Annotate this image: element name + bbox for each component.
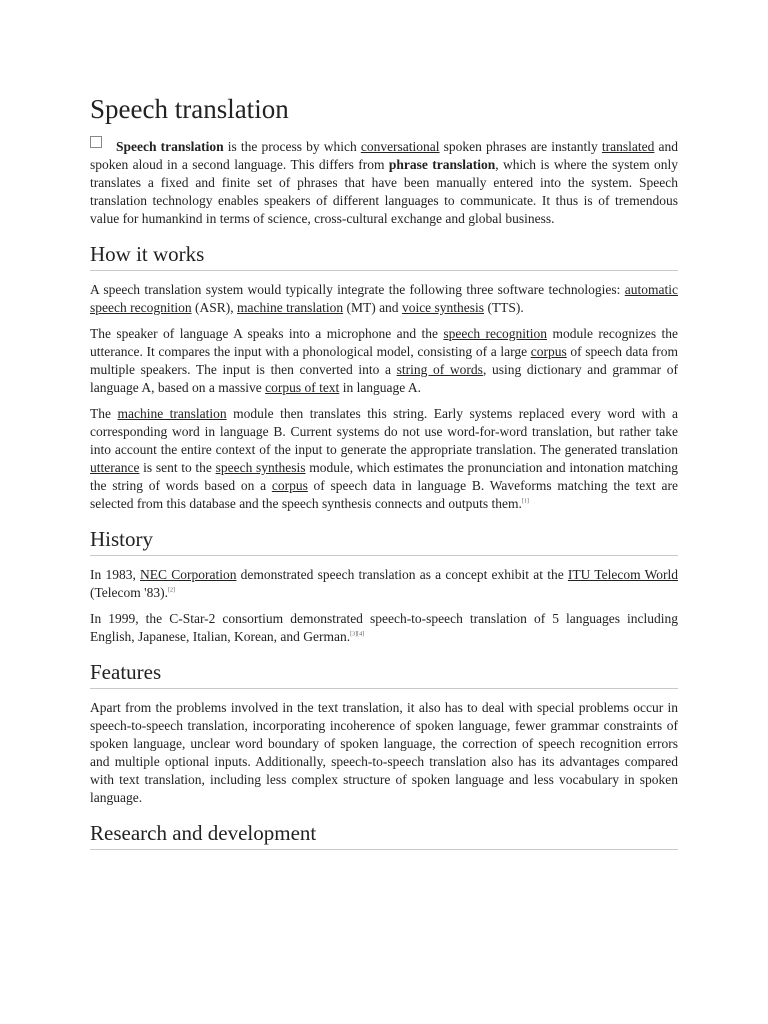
reference-link[interactable]: [1] xyxy=(521,498,529,505)
link-string-of-words[interactable]: string of words xyxy=(396,362,483,377)
history-paragraph-2: In 1999, the C-Star-2 consortium demonstrated speech-to-speech translation of 5 languages including English, Japanese, Italian, Korean, and German.[3][4] xyxy=(90,611,678,644)
image-placeholder-icon xyxy=(90,136,102,148)
heading-history: History xyxy=(90,525,678,556)
features-paragraph: Apart from the problems involved in the text translation, it also has to deal with special problems occur in speech-to-speech translation, incorporating incoherence of spoken language, fewer grammar constraints of spoken language, unclear word boundary of spoken language, the correction of speech recognition errors and multiple optional inputs. Additionally, speech-to-speech translation also has its advantages compared with text translation, including less complex structure of spoken language and less vocabulary in spoken language. xyxy=(90,700,678,805)
link-machine-translation[interactable]: machine translation xyxy=(236,300,344,315)
link-nec-corporation[interactable]: NEC Corporation xyxy=(140,567,237,582)
how-paragraph-1: A speech translation system would typically integrate the following three software technologies: automatic speech recognition (ASR), machine translation (MT) and voice synthesis (TTS). xyxy=(90,282,678,315)
article xyxy=(90,92,678,860)
reference-link[interactable]: [3][4] xyxy=(350,631,365,638)
link-voice-synthesis[interactable]: voice synthesis xyxy=(401,300,485,315)
how-paragraph-2: The speaker of language A speaks into a microphone and the speech recognition module recognizes the utterance. It compares the input with a phonological model, consisting of a large corpus of speech data from multiple speakers. The input is then converted into a string of words, using dictionary and grammar of language A, based on a massive corpus of text in language A. xyxy=(90,326,678,395)
link-translated[interactable]: translated xyxy=(601,139,655,154)
heading-research-and-development: Research and development xyxy=(90,819,678,850)
link-conversational[interactable]: conversational xyxy=(360,139,440,154)
how-paragraph-3: The machine translation module then translates this string. Early systems replaced every word with a corresponding word in language B. Current systems do not use word-for-word translation, but rather take into account the entire context of the input to generate the appropriate translation. The generated translation utterance is sent to the speech synthesis module, which estimates the pronunciation and intonation matching the string of words based on a corpus of speech data in language B. Waveforms matching the text are selected from this database and the speech synthesis connects and outputs them.[1] xyxy=(90,406,679,511)
intro-paragraph: Speech translation is the process by which conversational spoken phrases are instantly translated and spoken aloud in a second language. This differs from phrase translation, which is where the system only translates a fixed and finite set of phrases that have been manually entered into the system. Speech translation technology enables speakers of different languages to communicate. It thus is of tremendous value for humankind in terms of science, cross-cultural exchange and global business. xyxy=(90,138,678,228)
heading-features: Features xyxy=(90,658,678,689)
page-title: Speech translation xyxy=(90,94,289,124)
link-itu-telecom-world[interactable]: ITU Telecom World xyxy=(567,567,679,582)
history-paragraph-1: In 1983, NEC Corporation demonstrated speech translation as a concept exhibit at the ITU Telecom World (Telecom '83).[2] xyxy=(90,567,679,600)
link-utterance[interactable]: utterance xyxy=(90,460,140,475)
link-speech-recognition[interactable]: speech recognition xyxy=(443,326,548,341)
link-corpus-of-text[interactable]: corpus of text xyxy=(265,380,340,395)
link-automatic-speech-recognition[interactable]: automatic speech recognition xyxy=(90,282,678,315)
link-corpus-2[interactable]: corpus xyxy=(271,478,308,493)
heading-how-it-works: How it works xyxy=(90,240,678,271)
link-corpus[interactable]: corpus xyxy=(530,344,567,359)
link-machine-translation-2[interactable]: machine translation xyxy=(117,406,227,421)
reference-link[interactable]: [2] xyxy=(167,587,175,594)
link-speech-synthesis[interactable]: speech synthesis xyxy=(215,460,306,475)
